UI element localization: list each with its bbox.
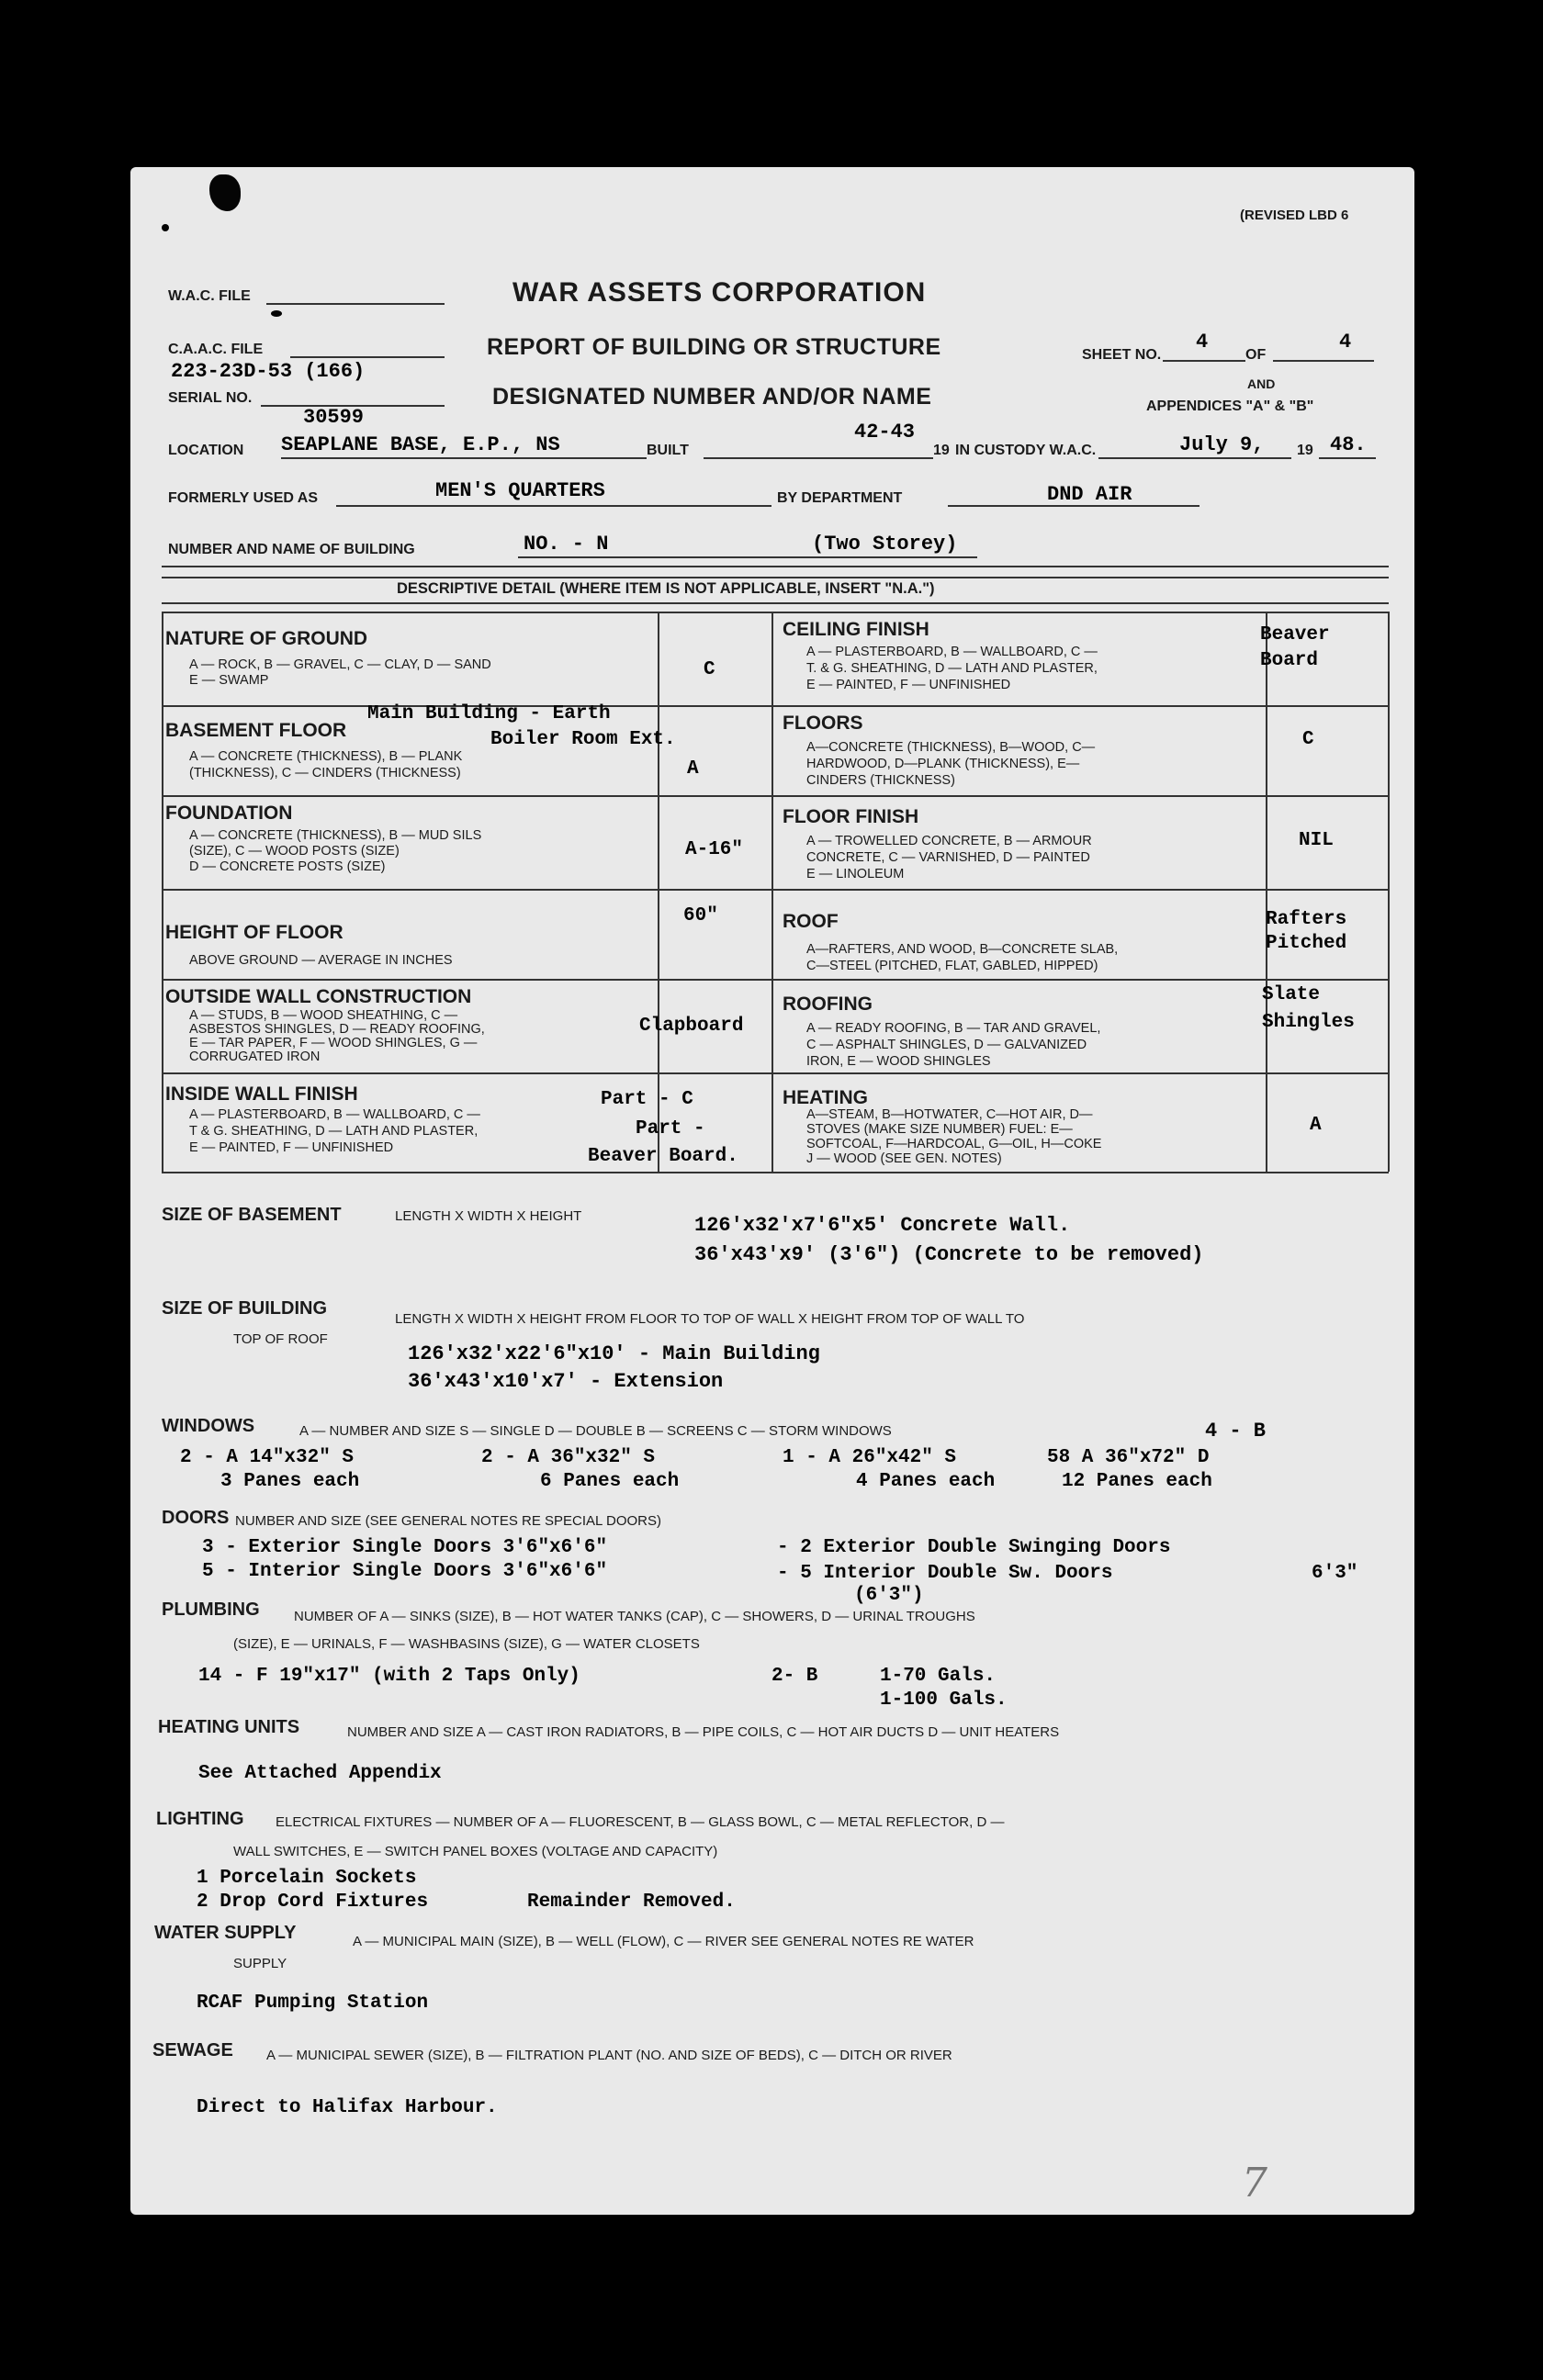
caac-file-label: C.A.A.C. FILE [168,342,264,357]
sewage-desc: A — MUNICIPAL SEWER (SIZE), B — FILTRATION PLANT (NO. AND SIZE OF BEDS), C — DITCH OR RIVER [266,2048,952,2063]
wac-file-line [266,303,445,305]
table-row-rule [162,979,1389,981]
nature-of-ground-title: NATURE OF GROUND [165,628,368,649]
foundation-title: FOUNDATION [165,803,293,824]
roofing-desc: IRON, E — WOOD SHINGLES [806,1054,991,1069]
and-label: AND [1247,376,1276,391]
building-number-line [518,556,977,558]
windows-col-2-size: 2 - A 36"x32" S [481,1447,656,1468]
built-century: 19 [933,443,950,458]
windows-col-4-size: 58 A 36"x72" D [1047,1447,1210,1468]
floors-value: C [1302,729,1314,750]
roofing-title: ROOFING [783,994,873,1015]
roofing-value: Slate [1262,984,1321,1005]
sheet-value: 4 [1196,331,1209,354]
table-row-rule [162,795,1389,797]
ceiling-finish-value: Board [1260,650,1319,671]
table-row-rule [162,705,1389,707]
basement-floor-desc: (THICKNESS), C — CINDERS (THICKNESS) [189,766,461,780]
custody-year-line [1319,457,1376,459]
doors-desc: NUMBER AND SIZE (SEE GENERAL NOTES RE SPECIAL DOORS) [235,1513,661,1529]
lighting-value-3: Remainder Removed. [527,1892,736,1913]
department-label: BY DEPARTMENT [777,490,903,506]
table-left-border [162,612,163,1172]
roof-value: Pitched [1266,933,1347,954]
plumbing-value-a: 14 - F 19"x17" (with 2 Taps Only) [198,1666,580,1687]
inside-wall-desc: A — PLASTERBOARD, B — WALLBOARD, C — [189,1107,480,1122]
table-row-rule [162,889,1389,891]
building-number-label: NUMBER AND NAME OF BUILDING [168,542,415,557]
floor-finish-title: FLOOR FINISH [783,806,919,827]
inside-wall-desc: E — PAINTED, F — UNFINISHED [189,1140,394,1155]
heating-units-value: See Attached Appendix [198,1763,442,1784]
doors-line2-b: - 5 Interior Double Sw. Doors [777,1563,1113,1584]
height-of-floor-desc: ABOVE GROUND — AVERAGE IN INCHES [189,953,453,968]
wac-file-label: W.A.C. FILE [168,288,251,304]
building-size-line2: 36'x43'x10'x7' - Extension [408,1370,724,1393]
sheet-label: SHEET NO. [1082,347,1162,363]
basement-floor-note: Boiler Room Ext. [490,729,676,750]
outside-wall-desc: A — STUDS, B — WOOD SHEATHING, C — [189,1008,458,1023]
plumbing-desc: (SIZE), E — URINALS, F — WASHBASINS (SIZE), G — WATER CLOSETS [233,1636,700,1652]
floor-finish-desc: A — TROWELLED CONCRETE, B — ARMOUR [806,834,1092,848]
basement-size-line1: 126'x32'x7'6"x5' Concrete Wall. [694,1214,1071,1237]
windows-col-3-size: 1 - A 26"x42" S [783,1447,957,1468]
nature-of-ground-desc: A — ROCK, B — GRAVEL, C — CLAY, D — SAND [189,657,491,672]
ink-blot [271,310,282,317]
floor-finish-value: NIL [1299,830,1334,851]
caac-file-line [290,356,445,358]
inside-wall-value: Part - C [601,1089,693,1110]
inside-wall-value: Beaver Board. [588,1146,738,1167]
report-subtitle: REPORT OF BUILDING OR STRUCTURE [487,334,941,360]
sheet-line [1163,360,1245,362]
building-size-desc: LENGTH X WIDTH X HEIGHT FROM FLOOR TO TOP OF WALL X HEIGHT FROM TOP OF WALL TO [395,1311,1025,1327]
inside-wall-desc: T & G. SHEATHING, D — LATH AND PLASTER, [189,1124,479,1139]
table-row-rule [162,1072,1389,1074]
basement-size-desc: LENGTH X WIDTH X HEIGHT [395,1208,582,1224]
handwritten-mark: 7 [1242,2160,1267,2206]
basement-floor-desc: A — CONCRETE (THICKNESS), B — PLANK [189,749,463,764]
ceiling-finish-desc: E — PAINTED, F — UNFINISHED [806,678,1011,692]
outside-wall-title: OUTSIDE WALL CONSTRUCTION [165,986,472,1007]
roof-desc: A—RAFTERS, AND WOOD, B—CONCRETE SLAB, [806,942,1119,957]
outside-wall-desc: CORRUGATED IRON [189,1050,321,1064]
floor-finish-desc: E — LINOLEUM [806,867,905,881]
floor-finish-desc: CONCRETE, C — VARNISHED, D — PAINTED [806,850,1090,865]
windows-col-1-panes: 3 Panes each [220,1471,360,1492]
water-supply-label: WATER SUPPLY [154,1923,297,1943]
page-title: WAR ASSETS CORPORATION [512,277,927,308]
table-header-rule-2 [162,612,1389,613]
building-size-label: SIZE OF BUILDING [162,1298,327,1319]
doors-line1-a: 3 - Exterior Single Doors 3'6"x6'6" [202,1537,608,1558]
foundation-desc: D — CONCRETE POSTS (SIZE) [189,859,386,874]
nature-of-ground-value: C [704,659,715,680]
descriptive-header: DESCRIPTIVE DETAIL (WHERE ITEM IS NOT APPLICABLE, INSERT "N.A.") [397,580,935,597]
heating-units-label: HEATING UNITS [158,1717,300,1737]
plumbing-desc: NUMBER OF A — SINKS (SIZE), B — HOT WATER TANKS (CAP), C — SHOWERS, D — URINAL TROUGHS [294,1609,975,1624]
basement-size-label: SIZE OF BASEMENT [162,1205,342,1225]
inside-wall-value: Part - [636,1118,705,1139]
of-label: OF [1245,347,1267,363]
formerly-label: FORMERLY USED AS [168,490,318,506]
serial-value: 30599 [303,406,365,429]
height-of-floor-value: 60" [683,905,718,926]
ceiling-finish-title: CEILING FINISH [783,619,929,640]
appendices-label: APPENDICES "A" & "B" [1146,399,1314,414]
custody-century: 19 [1297,443,1313,458]
heating-desc: SOFTCOAL, F—HARDCOAL, G—OIL, H—COKE [806,1137,1102,1151]
windows-col-3-panes: 4 Panes each [856,1471,996,1492]
sewage-value: Direct to Halifax Harbour. [197,2097,498,2118]
lighting-value-1: 1 Porcelain Sockets [197,1868,417,1889]
formerly-line [336,505,772,507]
roofing-value: Shingles [1262,1012,1355,1033]
outside-wall-value: Clapboard [639,1016,744,1037]
basement-floor-note: Main Building - Earth [367,703,611,724]
roof-desc: C—STEEL (PITCHED, FLAT, GABLED, HIPPED) [806,959,1098,973]
serial-label: SERIAL NO. [168,390,253,406]
windows-col-4-panes: 12 Panes each [1062,1471,1212,1492]
custody-line [1098,457,1291,459]
heating-desc: A—STEAM, B—HOTWATER, C—HOT AIR, D— [806,1107,1093,1122]
foundation-value: A-16" [685,839,744,860]
location-value: SEAPLANE BASE, E.P., NS [281,433,560,456]
building-storey-note: (Two Storey) [812,533,958,556]
windows-col-2-panes: 6 Panes each [540,1471,680,1492]
windows-col-1-size: 2 - A 14"x32" S [180,1447,355,1468]
sewage-label: SEWAGE [152,2040,233,2060]
floors-desc: A—CONCRETE (THICKNESS), B—WOOD, C— [806,740,1096,755]
water-supply-desc: SUPPLY [233,1956,287,1971]
building-size-desc: TOP OF ROOF [233,1331,328,1347]
doors-line3: (6'3") [854,1585,924,1606]
of-value: 4 [1339,331,1352,354]
plumbing-value-c1: 1-70 Gals. [880,1666,997,1687]
heating-value: A [1310,1115,1322,1136]
heating-title: HEATING [783,1087,868,1108]
plumbing-value-b: 2- B [772,1666,818,1687]
table-header-rule [162,602,1389,604]
custody-value: July 9, [1179,433,1265,456]
foundation-desc: A — CONCRETE (THICKNESS), B — MUD SILS [189,828,482,843]
floors-title: FLOORS [783,713,863,734]
table-bottom-rule [162,1172,1389,1173]
water-supply-value: RCAF Pumping Station [197,1993,429,2014]
heating-desc: J — WOOD (SEE GEN. NOTES) [806,1151,1002,1166]
ceiling-finish-desc: A — PLASTERBOARD, B — WALLBOARD, C — [806,645,1098,659]
foundation-desc: (SIZE), C — WOOD POSTS (SIZE) [189,844,400,859]
built-label: BUILT [647,443,689,458]
center-divider [772,612,773,1172]
table-top-rule-2 [162,577,1389,578]
of-line [1273,360,1374,362]
revised-stamp: (REVISED LBD 6 [1240,208,1349,223]
floors-desc: CINDERS (THICKNESS) [806,773,955,788]
lighting-desc: WALL SWITCHES, E — SWITCH PANEL BOXES (VOLTAGE AND CAPACITY) [233,1844,718,1859]
basement-size-line2: 36'x43'x9' (3'6") (Concrete to be removed) [694,1243,1204,1266]
doors-line2-c: 6'3" [1312,1563,1358,1584]
department-value: DND AIR [1047,483,1132,506]
roofing-desc: C — ASPHALT SHINGLES, D — GALVANIZED [806,1038,1087,1052]
plumbing-label: PLUMBING [162,1600,260,1620]
plumbing-value-c2: 1-100 Gals. [880,1690,1008,1711]
custody-year: 48. [1330,433,1367,456]
location-line [281,457,647,459]
lighting-label: LIGHTING [156,1809,244,1829]
building-number-value: NO. - N [524,533,609,556]
location-label: LOCATION [168,443,244,458]
roofing-desc: A — READY ROOFING, B — TAR AND GRAVEL, [806,1021,1101,1036]
heating-units-desc: NUMBER AND SIZE A — CAST IRON RADIATORS, B — PIPE COILS, C — HOT AIR DUCTS D — UNIT HEATERS [347,1724,1060,1740]
doors-label: DOORS [162,1508,230,1528]
outside-wall-desc: ASBESTOS SHINGLES, D — READY ROOFING, [189,1022,485,1037]
heating-desc: STOVES (MAKE SIZE NUMBER) FUEL: E— [806,1122,1073,1137]
doors-line1-b: - 2 Exterior Double Swinging Doors [777,1537,1171,1558]
ceiling-finish-desc: T. & G. SHEATHING, D — LATH AND PLASTER, [806,661,1098,676]
floors-desc: HARDWOOD, D—PLANK (THICKNESS), E— [806,757,1080,771]
roof-value: Rafters [1266,909,1347,930]
left-value-divider [658,612,659,1172]
custody-label: IN CUSTODY W.A.C. [955,443,1097,458]
windows-label: WINDOWS [162,1416,255,1436]
right-value-divider [1266,612,1267,1172]
table-top-rule [162,566,1389,567]
windows-extra: 4 - B [1205,1420,1267,1443]
roof-title: ROOF [783,911,839,932]
doors-line2-a: 5 - Interior Single Doors 3'6"x6'6" [202,1561,608,1582]
designated-subtitle: DESIGNATED NUMBER AND/OR NAME [492,384,932,410]
lighting-value-2: 2 Drop Cord Fixtures [197,1892,429,1913]
caac-file-value: 223-23D-53 (166) [171,360,366,383]
basement-floor-value: A [687,758,699,780]
inside-wall-title: INSIDE WALL FINISH [165,1083,358,1105]
building-size-line1: 126'x32'x22'6"x10' - Main Building [408,1342,820,1365]
windows-desc: A — NUMBER AND SIZE S — SINGLE D — DOUBLE B — SCREENS C — STORM WINDOWS [299,1423,892,1439]
lighting-desc: ELECTRICAL FIXTURES — NUMBER OF A — FLUORESCENT, B — GLASS BOWL, C — METAL REFLECTOR, D — [276,1814,1005,1830]
height-of-floor-title: HEIGHT OF FLOOR [165,922,344,943]
built-line [704,457,933,459]
water-supply-desc: A — MUNICIPAL MAIN (SIZE), B — WELL (FLOW), C — RIVER SEE GENERAL NOTES RE WATER [353,1934,974,1949]
nature-of-ground-desc: E — SWAMP [189,673,269,688]
formerly-value: MEN'S QUARTERS [435,479,605,502]
table-right-border [1388,612,1390,1172]
ceiling-finish-value: Beaver [1260,624,1330,646]
ink-blot [162,224,169,231]
outside-wall-desc: E — TAR PAPER, F — WOOD SHINGLES, G — [189,1036,478,1050]
built-value: 42-43 [854,421,916,443]
basement-floor-title: BASEMENT FLOOR [165,720,347,741]
